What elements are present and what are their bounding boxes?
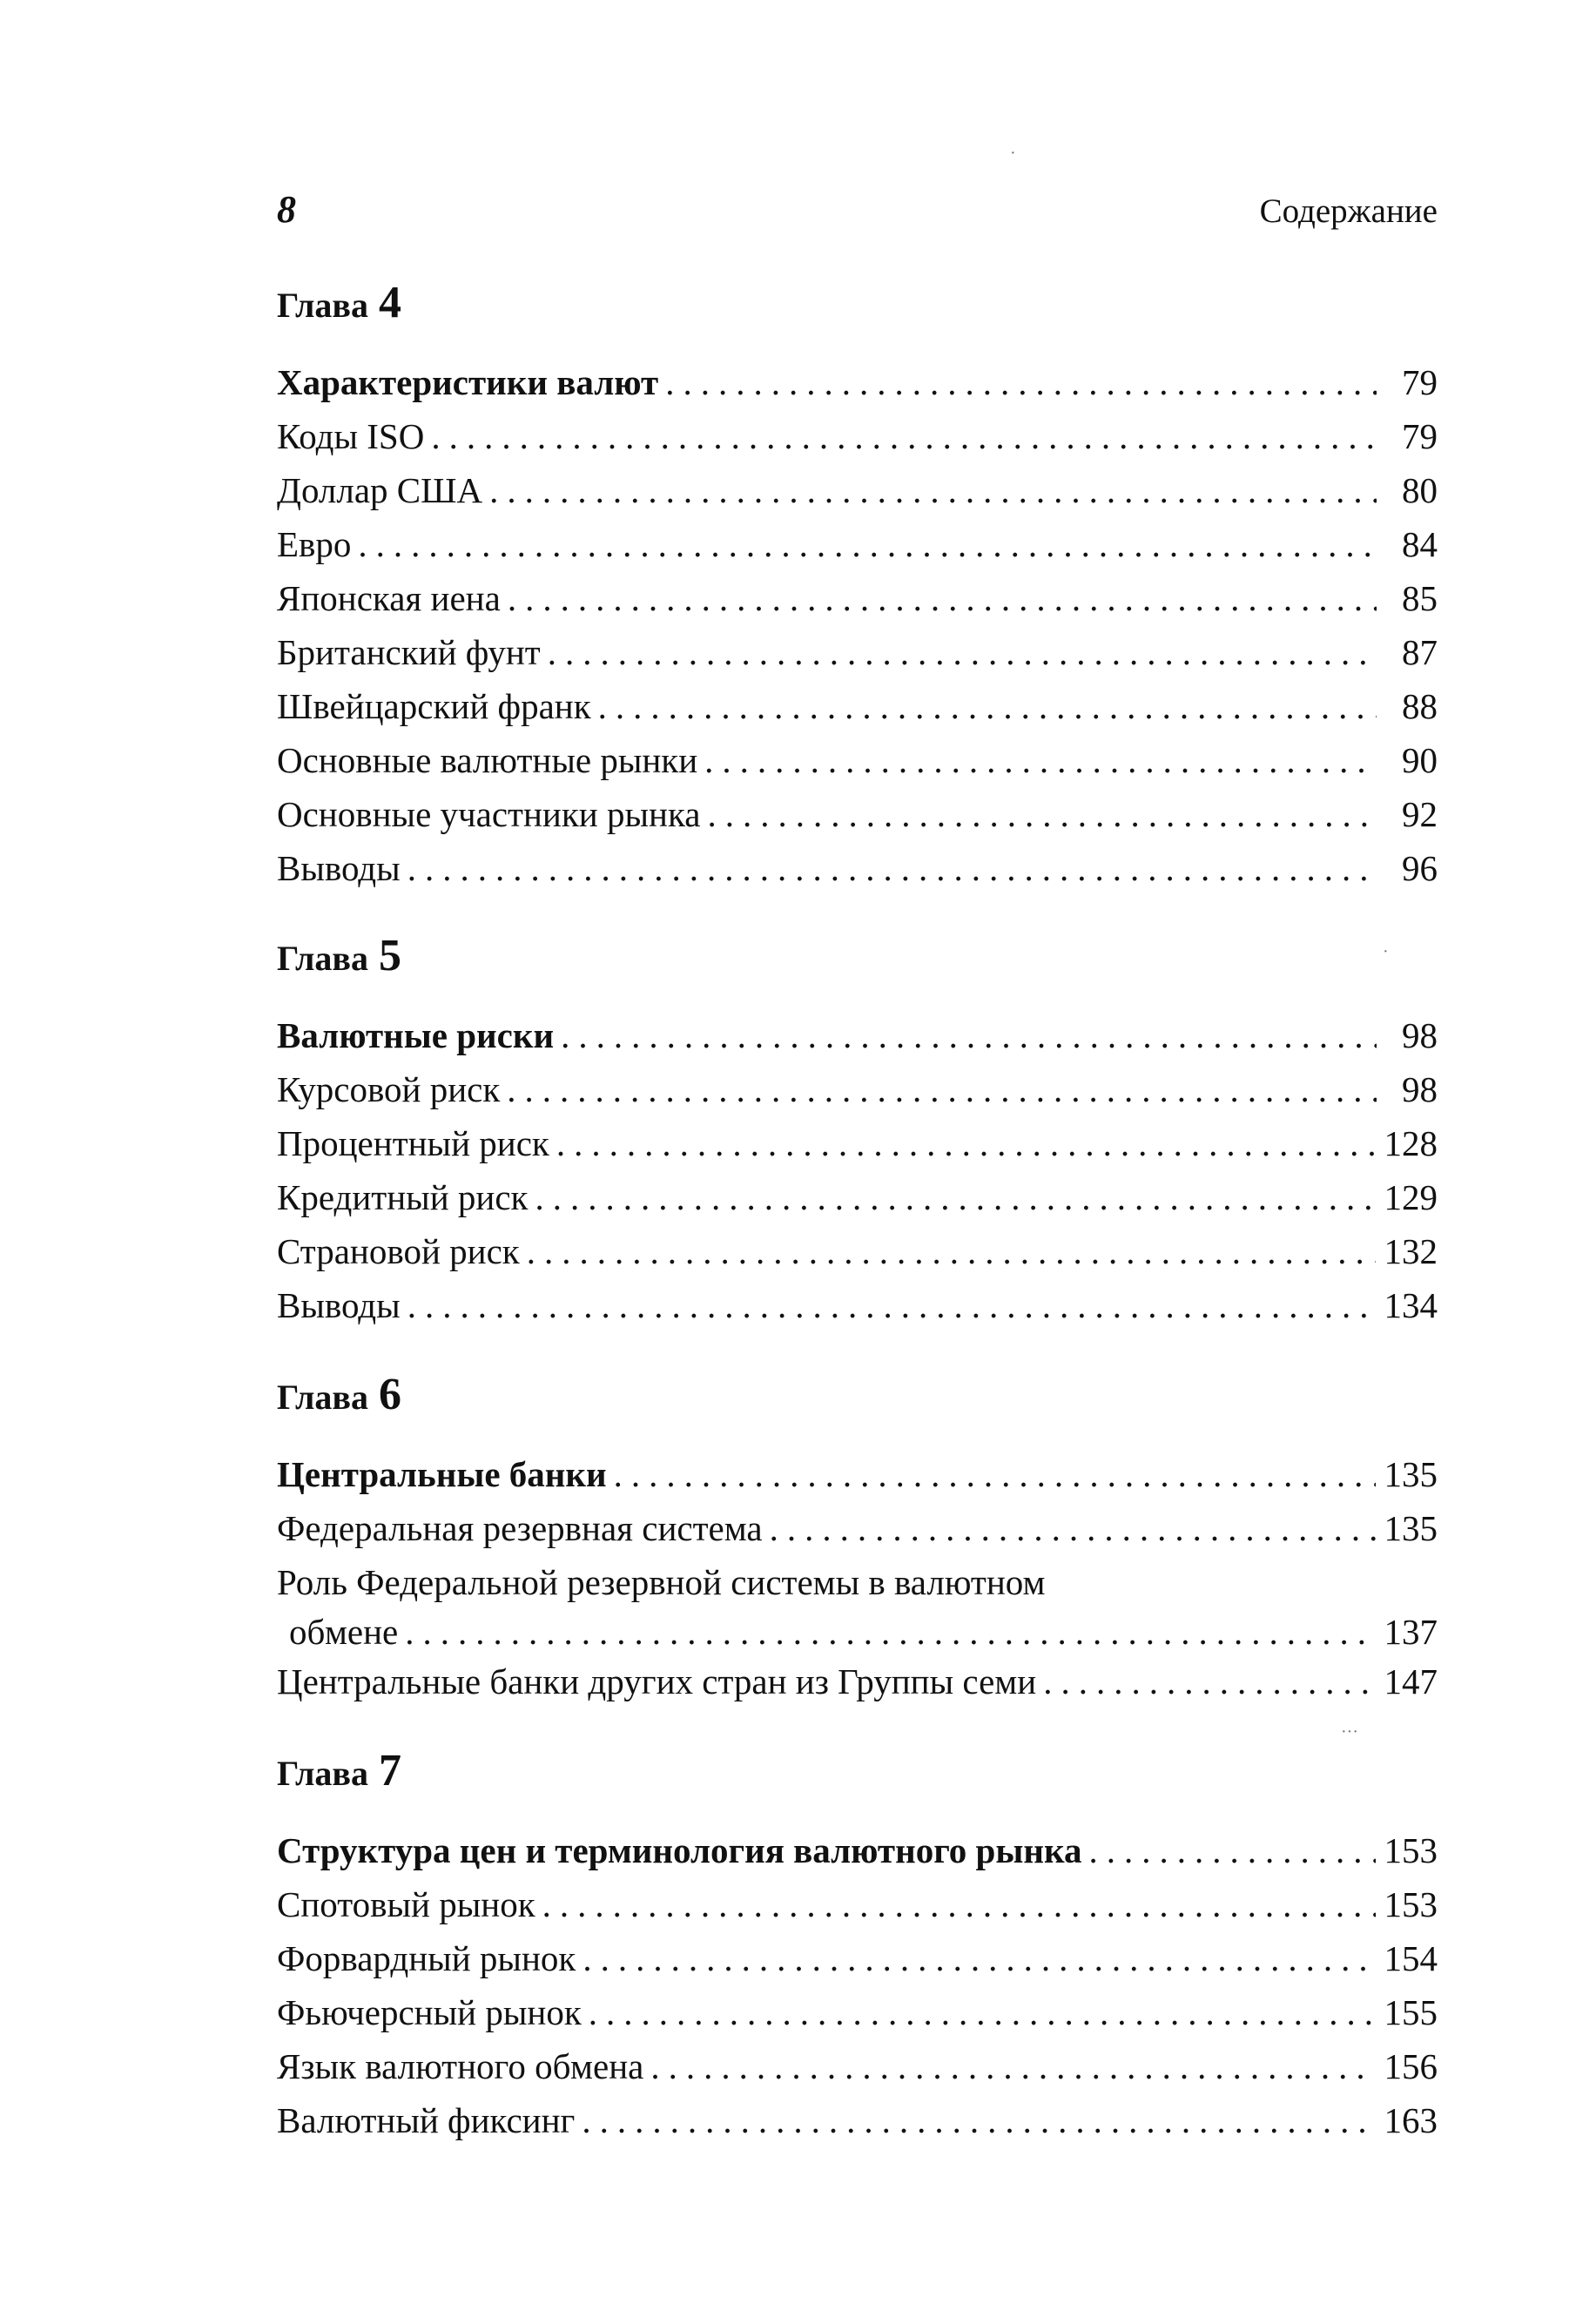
- toc-entry-page: 84: [1402, 524, 1438, 564]
- toc-entry-continuation: [277, 1609, 1438, 1654]
- toc-entry-page: 135: [1384, 1454, 1438, 1494]
- leader-dots: [583, 1931, 1375, 1985]
- toc-entry: [277, 1501, 1438, 1555]
- toc-entry-page: 80: [1402, 470, 1438, 510]
- chapter-heading: [277, 1745, 1438, 1823]
- scan-speck: ···: [1341, 1722, 1358, 1742]
- leader-dots: [489, 463, 1377, 517]
- toc-entry: [277, 1447, 1438, 1501]
- leader-dots: [431, 409, 1377, 463]
- toc-entry-title: Выводы: [277, 1285, 401, 1325]
- chapter-4: [277, 277, 1438, 895]
- leader-dots: [407, 841, 1377, 895]
- toc-entry-page: 154: [1384, 1938, 1438, 1978]
- toc-list: [277, 1447, 1438, 1708]
- toc-entry-title-cont: обмене: [289, 1612, 399, 1652]
- chapter-number: 4: [378, 278, 401, 327]
- toc-entry-title: Валютные риски: [277, 1015, 555, 1055]
- toc-entry-page: 128: [1384, 1123, 1438, 1163]
- leader-dots: [358, 517, 1377, 571]
- chapter-5: [277, 930, 1438, 1332]
- toc-entry-page: 163: [1384, 2100, 1438, 2140]
- toc-entry: [277, 1170, 1438, 1224]
- toc-entry-title: Основные валютные рынки: [277, 740, 698, 780]
- chapter-heading: [277, 277, 1438, 355]
- chapter-6: [277, 1369, 1438, 1708]
- chapter-heading: [277, 930, 1438, 1008]
- toc-list: [277, 1823, 1438, 2147]
- toc-entry-title: Центральные банки других стран из Группы семи: [277, 1661, 1037, 1701]
- scan-speck: ·: [1383, 942, 1389, 961]
- leader-dots: [1043, 1654, 1375, 1708]
- toc-entry-title: Кредитный риск: [277, 1177, 529, 1217]
- toc-entry-title: Процентный риск: [277, 1123, 549, 1163]
- toc-list: [277, 1008, 1438, 1332]
- chapter-number: 5: [378, 931, 401, 980]
- toc-list: [277, 355, 1438, 895]
- toc-entry-title: Структура цен и терминология валютного рынка: [277, 1830, 1082, 1870]
- leader-dots: [561, 1008, 1377, 1062]
- toc-entry: [277, 1062, 1438, 1116]
- leader-dots: [407, 1278, 1376, 1332]
- toc-entry-page: 135: [1384, 1508, 1438, 1548]
- toc-entry: [277, 571, 1438, 625]
- toc-entry-title: Федеральная резервная система: [277, 1508, 763, 1548]
- leader-dots: [508, 571, 1377, 625]
- toc-entry: [277, 679, 1438, 733]
- toc-entry: [277, 625, 1438, 679]
- toc-entry: [277, 787, 1438, 841]
- toc-entry: [277, 1116, 1438, 1170]
- toc-entry: [277, 1877, 1438, 1931]
- leader-dots: [535, 1170, 1375, 1224]
- leader-dots: [1088, 1823, 1375, 1877]
- toc-entry-page: 85: [1402, 578, 1438, 618]
- toc-entry-page: 90: [1402, 740, 1438, 780]
- toc-entry: [277, 841, 1438, 895]
- toc-entry-page: 96: [1402, 848, 1438, 888]
- toc-entry: [277, 463, 1438, 517]
- chapter-7: [277, 1745, 1438, 2147]
- leader-dots: [707, 787, 1377, 841]
- toc-entry-page: 155: [1384, 1992, 1438, 2032]
- toc-entry-title: Японская иена: [277, 578, 501, 618]
- toc-entry-title: Британский фунт: [277, 632, 541, 672]
- chapter-word: Глава: [277, 1754, 368, 1793]
- toc-entry-page: 147: [1384, 1661, 1438, 1701]
- toc-entry-title: Фьючерсный рынок: [277, 1992, 582, 2032]
- leader-dots: [527, 1224, 1376, 1278]
- toc-entry: [277, 2039, 1438, 2093]
- leader-dots: [650, 2039, 1375, 2093]
- toc-entry: [277, 1224, 1438, 1278]
- toc-entry-title: Центральные банки: [277, 1454, 607, 1494]
- leader-dots: [542, 1877, 1376, 1931]
- scan-speck: ·: [1010, 144, 1016, 163]
- leader-dots: [556, 1116, 1376, 1170]
- toc-entry-page: 79: [1402, 416, 1438, 456]
- toc-entry-title: Выводы: [277, 848, 401, 888]
- toc-entry-title: Страновой риск: [277, 1231, 520, 1271]
- toc-entry: [277, 1823, 1438, 1877]
- toc-entry-page: 132: [1384, 1231, 1438, 1271]
- chapter-word: Глава: [277, 286, 368, 325]
- toc-entry-title: Швейцарский франк: [277, 686, 591, 726]
- leader-dots: [507, 1062, 1377, 1116]
- toc-entry-title: Евро: [277, 524, 352, 564]
- toc-entry-title: Основные участники рынка: [277, 794, 701, 834]
- toc-entry: [277, 1555, 1438, 1654]
- chapter-heading: [277, 1369, 1438, 1447]
- toc-entry-title: Валютный фиксинг: [277, 2100, 576, 2140]
- toc-entry-title: Характеристики валют: [277, 362, 659, 402]
- toc-entry: [277, 1985, 1438, 2039]
- toc-entry-title: Язык валютного обмена: [277, 2046, 644, 2086]
- toc-entry-page: 87: [1402, 632, 1438, 672]
- toc-entry-page: 88: [1402, 686, 1438, 726]
- leader-dots: [589, 1985, 1376, 2039]
- running-title: Содержание: [1259, 192, 1438, 230]
- toc-entry: [277, 517, 1438, 571]
- toc-entry-page: 153: [1384, 1830, 1438, 1870]
- chapter-number: 7: [378, 1746, 401, 1796]
- toc-entry-title: Форвардный рынок: [277, 1938, 576, 1978]
- leader-dots: [614, 1447, 1376, 1501]
- toc-entry-page: 79: [1402, 362, 1438, 402]
- toc-entry: [277, 733, 1438, 787]
- chapter-word: Глава: [277, 1378, 368, 1417]
- toc-entry: [277, 1278, 1438, 1332]
- toc-entry-title: Спотовый рынок: [277, 1884, 535, 1924]
- toc-entry-page: 156: [1384, 2046, 1438, 2086]
- toc-entry: [277, 2093, 1438, 2147]
- toc-entry: [277, 1931, 1438, 1985]
- toc-entry-title: Коды ISO: [277, 416, 425, 456]
- leader-dots: [405, 1609, 1375, 1654]
- toc-entry-page: 98: [1402, 1015, 1438, 1055]
- toc-entry-title: Роль Федеральной резервной системы в валютном: [277, 1562, 1046, 1602]
- leader-dots: [770, 1501, 1376, 1555]
- toc-entry-page: 137: [1384, 1612, 1438, 1652]
- leader-dots: [704, 733, 1377, 787]
- toc-entry-page: 134: [1384, 1285, 1438, 1325]
- page-number: 8: [277, 188, 296, 231]
- toc-entry: [277, 409, 1438, 463]
- leader-dots: [548, 625, 1377, 679]
- toc-entry-title: Курсовой риск: [277, 1069, 501, 1109]
- chapter-word: Глава: [277, 939, 368, 978]
- toc-entry: [277, 1654, 1438, 1708]
- leader-dots: [582, 2093, 1375, 2147]
- toc-entry-page: 129: [1384, 1177, 1438, 1217]
- toc-entry-page: 98: [1402, 1069, 1438, 1109]
- toc-entry-page: 92: [1402, 794, 1438, 834]
- chapter-number: 6: [378, 1370, 401, 1419]
- toc-entry: [277, 1008, 1438, 1062]
- toc-entry-title: Доллар США: [277, 470, 483, 510]
- toc-entry-page: 153: [1384, 1884, 1438, 1924]
- leader-dots: [665, 355, 1377, 409]
- leader-dots: [598, 679, 1377, 733]
- toc-entry: [277, 355, 1438, 409]
